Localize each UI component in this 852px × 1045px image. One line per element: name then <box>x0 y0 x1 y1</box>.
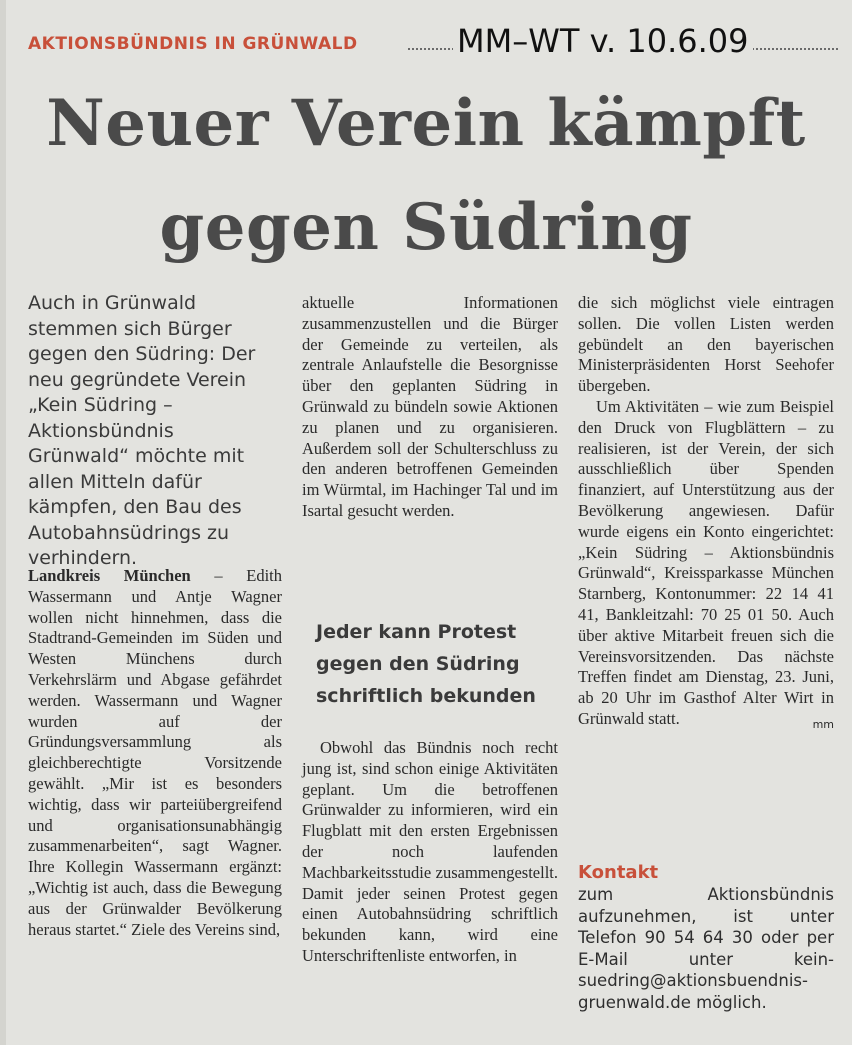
column-1-paragraph <box>28 566 282 940</box>
article-column-2-lower <box>302 738 558 967</box>
column-3-text-bottom <box>578 397 834 730</box>
lead-paragraph: Auch in Grünwald stemmen sich Bürger gegen den Südring: Der neu gegründete Verein „Kein Südring – Aktionsbündnis Grünwald“ möchte mit allen Mitteln dafür kämpfen, den Bau des Autobahnsüdrings zu verhindern. <box>28 292 256 569</box>
contact-heading: Kontakt <box>578 862 659 883</box>
headline-line-1: Neuer Verein kämpft <box>46 86 806 161</box>
dateline-location: Landkreis München <box>28 566 191 585</box>
contact-text: zum Aktionsbündnis aufzunehmen, ist unter Telefon 90 54 64 30 oder per E-Mail unter kein-suedring@aktionsbuendnis-gruenwald.de möglich. <box>578 885 834 1012</box>
column-3-text: Um Aktivitäten – wie zum Beispiel den Druck von Flugblättern – zu realisieren, ist der Verein, der sich ausschließlich über Spenden finanziert, auf Unterstützung aus der Bevölkerung angewiesen. Dafür wurde eigens ein Konto eingerichtet: „Kein Südring – Aktionsbündnis Grünwald“, Kreissparkasse München Starnberg, Kontonummer: 22 14 41 41, Bankleitzahl: 70 25 01 50. Auch über aktive Mitarbeit freuen sich die Vereinsvorsitzenden. Das nächste Treffen findet am Dienstag, 23. Juni, ab 20 Uhr im Gasthof Alter Wirt in Grünwald statt. <box>578 396 834 728</box>
author-signature: mm <box>812 717 834 731</box>
subheading: Jeder kann Protest gegen den Südring schriftlich bekunden <box>316 621 536 707</box>
kicker-label: AKTIONSBÜNDNIS IN GRÜNWALD <box>28 34 358 54</box>
handwritten-date-stamp: MM–WT v. 10.6.09 <box>453 22 753 60</box>
column-2-text-bottom: Obwohl das Bündnis noch recht jung ist, sind schon einige Aktivitäten geplant. Um die betroffenen Grünwalder zu informieren, wird ein Flugblatt mit den ersten Ergebnissen der noch laufenden Machbarkeitsstudie zusammengestellt. Damit jeder seinen Protest gegen einen Autobahnsüdring schriftlich bekunden kann, wird eine Unterschriftenliste entworfen, in <box>302 738 558 965</box>
column-1-text: – Edith Wassermann und Antje Wagner wollen nicht hinnehmen, dass die Stadtrand-Gemeinden im Süden und Westen Münchens durch Verkehrslärm und Abgase gefährdet werden. Wassermann und Wagner wurden auf der Gründungsversammlung als gleichberechtigte Vorsitzende gewählt. „Mir ist es besonders wichtig, dass wir parteiübergreifend und organisationsunabhängig zusammenarbeiten“, sagt Wagner. Ihre Kollegin Wassermann ergänzt: „Wichtig ist auch, dass die Bewegung aus der Grünwalder Bevölkerung heraus startet.“ Ziele des Vereins sind, <box>28 566 282 939</box>
article-column-2 <box>302 293 558 522</box>
column-2-text-top: aktuelle Informationen zusammenzustellen und die Bürger der Gemeinde zu verteilen, als zentrale Anlaufstelle die Besorgnisse über den geplanten Südring in Grünwald zu bündeln sowie Aktionen zu planen und zu organisieren. Außerdem soll der Schulterschluss zu den anderen betroffenen Gemeinden im Würmtal, im Hachinger Tal und im Isartal gesucht werden. <box>302 293 558 520</box>
headline-line-2: gegen Südring <box>159 190 693 265</box>
article-column-1 <box>28 566 282 940</box>
headline <box>0 72 852 280</box>
article-column-3 <box>578 293 834 736</box>
column-3-text-top: die sich möglichst viele eintragen sollen. Die vollen Listen werden gebündelt an den bayerischen Ministerpräsidenten Horst Seehofer übergeben. <box>578 293 834 396</box>
